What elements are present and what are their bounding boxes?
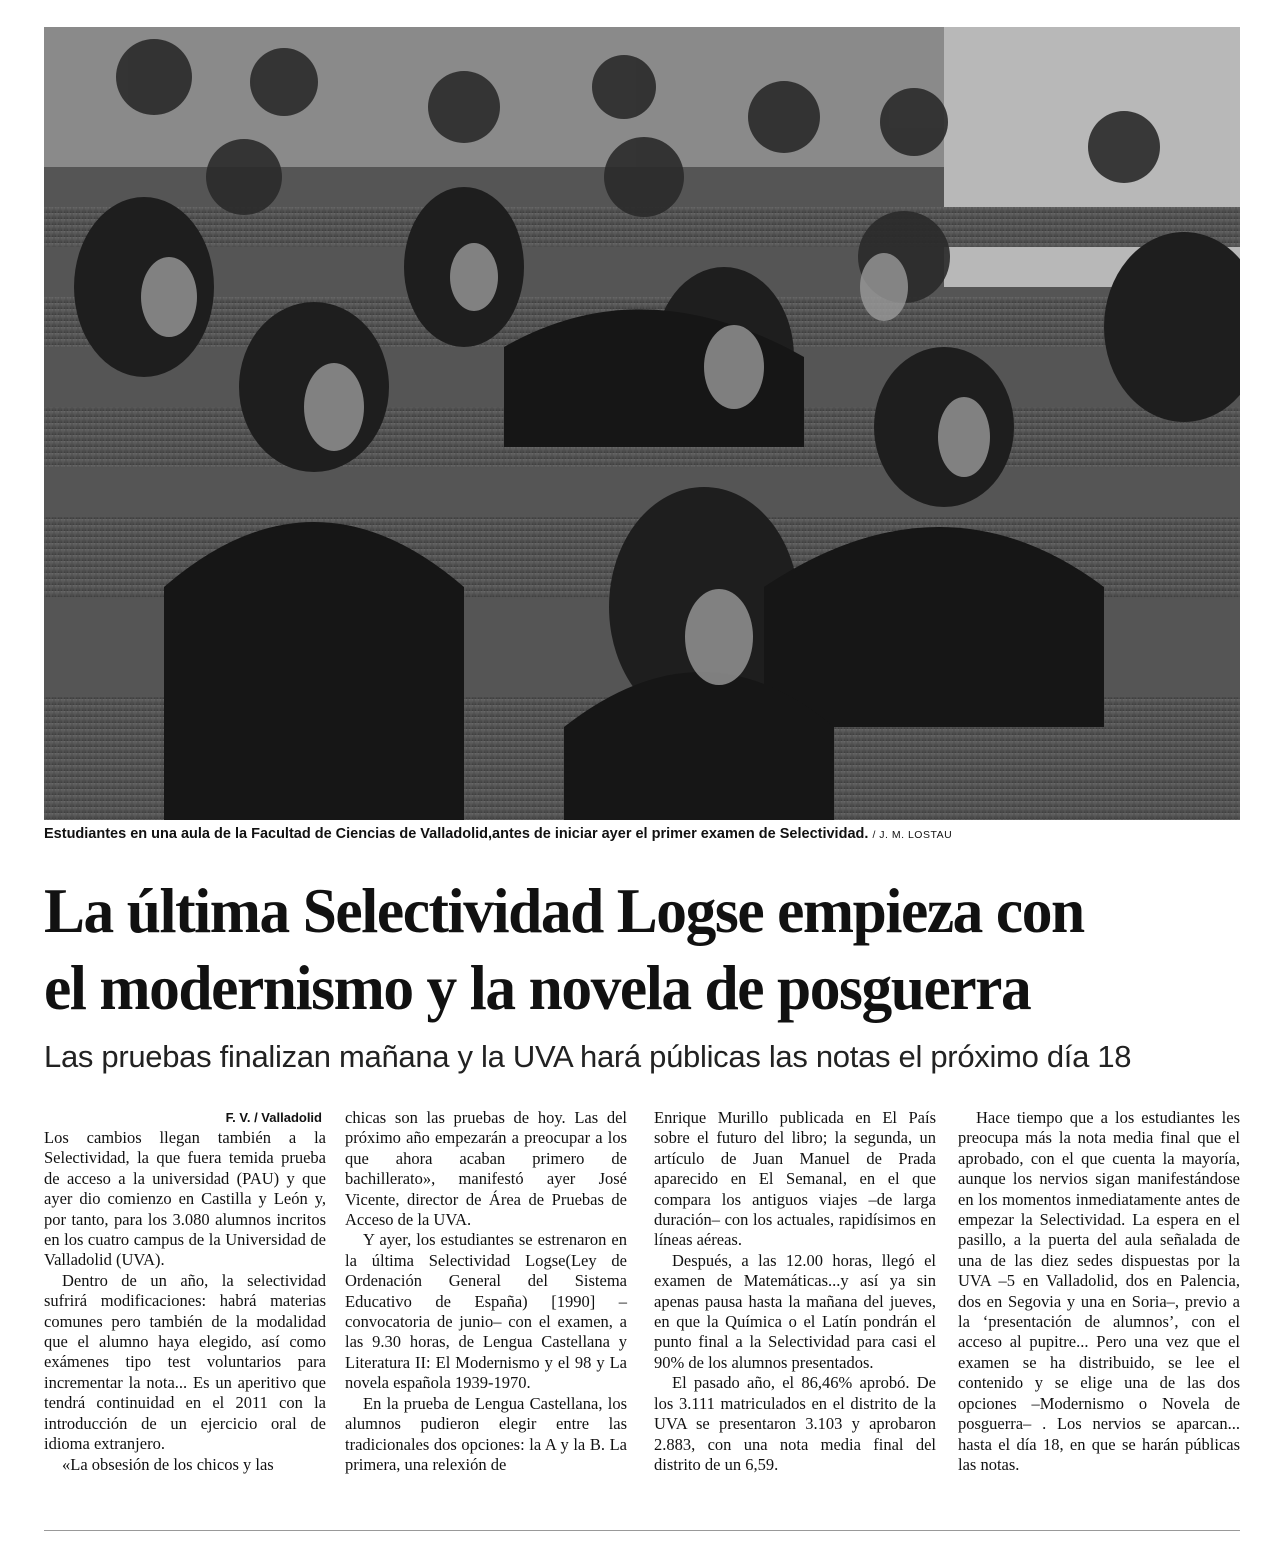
classroom-photo-illustration	[44, 27, 1240, 820]
photo-caption	[44, 826, 1240, 842]
headline	[44, 872, 1196, 1026]
paragraph-5-end: Enrique Murillo publicada en El País sobre el futuro del libro; la segunda, un artículo de Juan Manuel de Prada aparecido en El Semanal, en el que compara los antiguos viajes –de larga duración– con los actuales, rapidísimos en líneas aéreas.	[654, 1108, 936, 1250]
article-column-4	[958, 1108, 1240, 1475]
paragraph-3-end: chicas son las pruebas de hoy. Las del próximo año empezarán a preocupar a los que ahora acaban primero de bachillerato», manifestó ayer José Vicente, director de Área de Pruebas de Acceso de la UVA.	[345, 1108, 627, 1230]
paragraph-6: Después, a las 12.00 horas, llegó el examen de Matemáticas...y así ya sin apenas pausa hasta la mañana del jueves, en que la Química o el Latín pondrán el punto final a la Selectividad para casi el 90% de los alumnos presentados.	[654, 1250, 936, 1372]
news-photo	[44, 27, 1240, 820]
subheadline: Las pruebas finalizan mañana y la UVA hará públicas las notas el próximo día 18	[44, 1039, 1132, 1074]
article-column-3	[654, 1108, 936, 1475]
paragraph-7: El pasado año, el 86,46% aprobó. De los 3.111 matriculados en el distrito de la UVA se presentaron 3.103 y aprobaron 2.883, con una nota media final del distrito de un 6,59.	[654, 1373, 936, 1474]
article-column-2	[345, 1108, 627, 1475]
paragraph-8: Hace tiempo que a los estudiantes les preocupa más la nota media final que el aprobado, con el que cuenta la mayoría, aunque los nervios sigan manifestándose en los momentos inmediatamente antes de empezar la Selectividad. La espera en el pasillo, a la puerta del aula señalada de una de las diez sedes dispuestas por la UVA –5 en Valladolid, dos en Palencia, dos en Segovia y una en Soria–, previo a la ‘presentación de alumnos’, con el acceso al pupitre... Pero una vez que el examen se ha distribuido, se lee el contenido y se elige una de las dos opciones –Modernismo o Novela de posguerra– . Los nervios se aparcan... hasta el día 18, en que se harán públicas las notas.	[958, 1108, 1240, 1474]
article-column-1	[44, 1108, 326, 1475]
paragraph-4: Y ayer, los estudiantes se estrenaron en la última Selectividad Logse(Ley de Ordenación General del Sistema Educativo de España) [1990] –convocatoria de junio– con el examen, a las 9.30 horas, de Lengua Castellana y Literatura II: El Modernismo y el 98 y La novela española 1939-1970.	[345, 1230, 627, 1393]
paragraph-1: Los cambios llegan también a la Selectividad, la que fuera temida prueba de acceso a la universidad (PAU) y que ayer dio comienzo en Castilla y León y, por tanto, para los 3.080 alumnos incritos en los cuatro campus de la Universidad de Valladolid (UVA).	[44, 1128, 326, 1270]
photo-credit: / J. M. LOSTAU	[872, 829, 953, 841]
bottom-rule	[44, 1530, 1240, 1531]
caption-text: Estudiantes en una aula de la Facultad de Ciencias de Valladolid,antes de iniciar ayer el primer examen de Selectividad.	[44, 826, 869, 842]
paragraph-5-start: En la prueba de Lengua Castellana, los alumnos pudieron elegir entre las tradicionales dos opciones: la A y la B. La primera, una relexión de	[345, 1393, 627, 1474]
byline: F. V. / Valladolid	[225, 1110, 322, 1125]
paragraph-3-start: «La obsesión de los chicos y las	[62, 1454, 274, 1474]
paragraph-2: Dentro de un año, la selectividad sufrirá modificaciones: habrá materias comunes pero también de la modalidad que el alumno haya elegido, así como exámenes tipo test voluntarios para incrementar la nota... Es un aperitivo que tendrá continuidad en el 2011 con la introducción de un ejercicio oral de idioma extranjero.	[44, 1270, 326, 1454]
headline-line-2: el modernismo y la novela de posguerra	[44, 952, 1031, 1023]
headline-line-1: La última Selectividad Logse empieza con	[44, 875, 1084, 946]
